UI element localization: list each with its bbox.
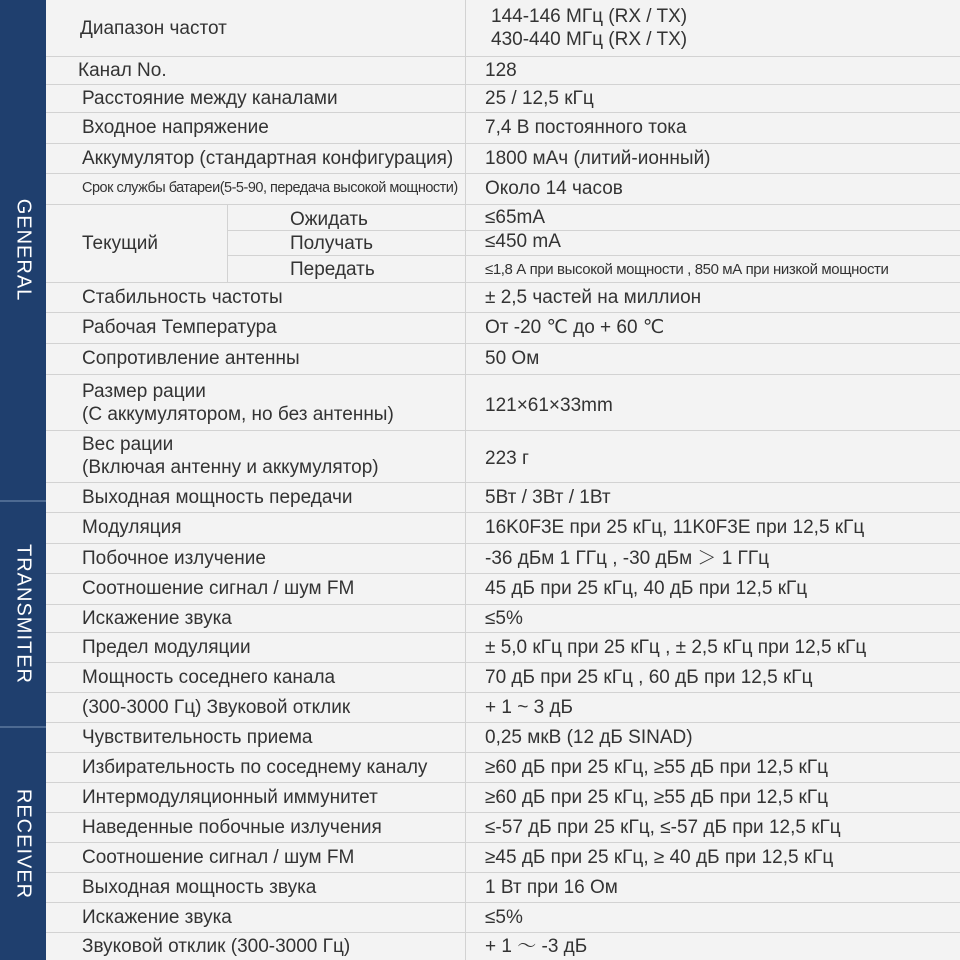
spec-value-channel-count [485,56,517,84]
label-text: Наведенные побочные излучения [82,816,382,838]
value-text: ≤-57 дБ при 25 кГц, ≤-57 дБ при 12,5 кГц [485,816,841,838]
label-text: Предел модуляции [82,636,251,658]
label-text: (300-3000 Гц) Звуковой отклик [82,696,351,718]
value-text: 45 дБ при 25 кГц, 40 дБ при 12,5 кГц [485,578,808,599]
spec-label-frequency-range [80,0,227,56]
spec-value-modulation-limit [485,632,866,662]
spec-value-weight [485,430,529,486]
label-line: (Включая антенну и аккумулятор) [82,457,379,478]
label-text: Входное напряжение [82,117,269,138]
value-text: + 1 ~ 3 дБ [485,696,573,718]
spec-label-adjacent-power [82,662,335,692]
value-text: 16K0F3E при 25 кГц, 11K0F3E при 12,5 кГц [485,517,865,538]
sublabel-text: Передать [290,258,375,280]
value-text: 70 дБ при 25 кГц , 60 дБ при 12,5 кГц [485,666,813,688]
value-text: -36 дБм 1 ГГц , -30 дБм ＞ 1 ГГц [485,547,769,569]
sublabel-text: Получать [290,233,374,254]
section-general [0,0,46,500]
value-text: 128 [485,59,517,81]
spec-label-modulation-limit [82,632,251,662]
spec-label-intermod-immunity [82,782,378,812]
value-text: ≥45 дБ при 25 кГц, ≥ 40 дБ при 12,5 кГц [485,846,834,868]
spec-value-tx-audio-response [485,692,573,722]
spec-label-adjacent-selectivity [82,752,427,782]
spec-value-tx-distortion [485,604,523,632]
value-text: + 1 〜 -3 дБ [485,935,588,957]
value-text: ≤65mA [485,206,546,228]
spec-value-rx-audio-response [485,932,587,960]
section-receiver [0,728,46,960]
spec-value-rx-sensitivity [485,722,693,752]
value-text: ≤5% [485,607,523,629]
label-text: Текущий [82,232,158,254]
label-text: Срок службы батареи(5-5-90, передача высокой мощности) [82,180,458,196]
spec-label-tx-distortion [82,604,232,632]
spec-sublabel-standby [290,206,368,232]
value-text: 25 / 12,5 кГц [485,87,594,109]
label-text: Побочное излучение [82,547,266,569]
label-line: Вес рации [82,434,174,455]
spec-label-channel-spacing [82,84,338,112]
spec-value-input-voltage [485,112,687,143]
spec-value-spurious-emission [485,543,769,573]
value-text: Около 14 часов [485,178,623,199]
value-line: 144-146 МГц (RX / TX) [491,6,688,27]
label-text: Модуляция [82,517,182,538]
spec-label-frequency-stability [82,282,283,312]
spec-label-modulation [82,512,182,543]
label-text: Выходная мощность звука [82,876,317,898]
spec-label-rx-snr [82,842,354,872]
label-text: Диапазон частот [80,17,227,39]
value-text: 1 Вт при 16 Ом [485,876,618,898]
spec-label-tx-snr [82,573,354,604]
spec-label-dimensions [82,376,394,430]
spec-label-battery [82,143,453,173]
label-text: Мощность соседнего канала [82,666,336,688]
spec-label-input-voltage [82,112,269,143]
value-text: 121×61×33mm [485,394,613,416]
value-text: ≤5% [485,906,523,928]
value-text: 223 г [485,447,529,469]
spec-value-tx-power [485,482,611,512]
label-text: Аккумулятор (стандартная конфигурация) [82,147,454,169]
section-general-label: GENERAL [12,198,35,302]
spec-value-modulation [485,512,864,543]
sublabel-text: Ожидать [290,208,368,230]
label-text: Рабочая Температура [82,317,277,338]
spec-value-channel-spacing [485,84,594,112]
spec-value-frequency-range [491,4,687,52]
label-text: Расстояние между каналами [82,87,338,109]
value-text: От -20 ℃ до + 60 ℃ [485,317,665,338]
value-line: 430-440 МГц (RX / TX) [491,29,688,50]
value-text: ± 2,5 частей на миллион [485,286,702,308]
spec-value-frequency-stability [485,282,701,312]
value-text: ≤1,8 А при высокой мощности , 850 мА при низкой мощности [485,260,889,278]
spec-value-intermod-immunity [485,782,828,812]
spec-value-antenna-impedance [485,343,539,374]
label-text: Чувствительность приема [82,726,313,748]
value-text: 1800 мАч (литий-ионный) [485,147,711,169]
spec-value-rx-snr [485,842,833,872]
current-sub-divider [227,204,228,282]
value-text: 0,25 мкВ (12 дБ SINAD) [485,726,693,748]
spec-sublabel-transmit [290,256,375,282]
spec-value-rx-distortion [485,902,523,932]
spec-label-battery-life [82,173,458,204]
spec-value-tx-snr [485,573,807,604]
label-line: Размер рации [82,381,206,402]
label-text: Стабильность частоты [82,286,283,308]
spec-label-rx-distortion [82,902,232,932]
label-text: Сопротивление антенны [82,348,300,369]
label-text: Искажение звука [82,607,232,629]
spec-label-audio-output [82,872,316,902]
spec-value-battery [485,143,711,173]
spec-value-operating-temp [485,312,664,343]
value-text: ≤450 mA [485,231,561,252]
spec-value-receive [485,229,561,254]
section-transmitter [0,502,46,726]
row-line [46,374,960,375]
spec-label-weight [82,430,379,482]
label-text: Соотношение сигнал / шум FM [82,578,355,599]
spec-value-standby [485,204,545,230]
spec-table [46,0,960,960]
value-text: 7,4 В постоянного тока [485,117,687,138]
spec-value-adjacent-selectivity [485,752,828,782]
spec-sublabel-receive [290,231,373,256]
spec-label-channel-count [78,56,167,84]
value-text: ± 5,0 кГц при 25 кГц , ± 2,5 кГц при 12,5 кГц [485,636,867,658]
spec-label-rx-sensitivity [82,722,312,752]
label-text: Звуковой отклик (300-3000 Гц) [82,935,351,957]
label-line: (С аккумулятором, но без антенны) [82,404,394,425]
spec-label-antenna-impedance [82,343,300,374]
spec-label-tx-power [82,482,353,512]
spec-label-tx-audio-response [82,692,350,722]
label-text: Искажение звука [82,906,232,928]
spec-label-rx-audio-response [82,932,350,960]
spec-label-spurious-radiation [82,812,382,842]
label-text: Выходная мощность передачи [82,486,353,508]
value-text: ≥60 дБ при 25 кГц, ≥55 дБ при 12,5 кГц [485,756,829,778]
spec-label-current [82,204,158,282]
spec-value-battery-life [485,173,623,204]
spec-value-adjacent-power [485,662,812,692]
spec-value-transmit [485,256,889,282]
spec-value-dimensions [485,376,613,434]
label-text: Интермодуляционный иммунитет [82,786,378,808]
value-text: 50 Ом [485,348,540,369]
value-text: 5Вт / 3Вт / 1Вт [485,486,611,508]
spec-value-audio-output [485,872,618,902]
spec-label-operating-temp [82,312,277,343]
column-divider [465,0,466,960]
spec-value-spurious-radiation [485,812,841,842]
section-transmitter-label: TRANSMITER [12,544,35,684]
label-text: Канал No. [78,59,167,81]
label-text: Избирательность по соседнему каналу [82,756,428,778]
spec-label-spurious-emission [82,543,266,573]
label-text: Соотношение сигнал / шум FM [82,846,355,868]
value-text: ≥60 дБ при 25 кГц, ≥55 дБ при 12,5 кГц [485,786,829,808]
section-receiver-label: RECEIVER [12,788,35,900]
